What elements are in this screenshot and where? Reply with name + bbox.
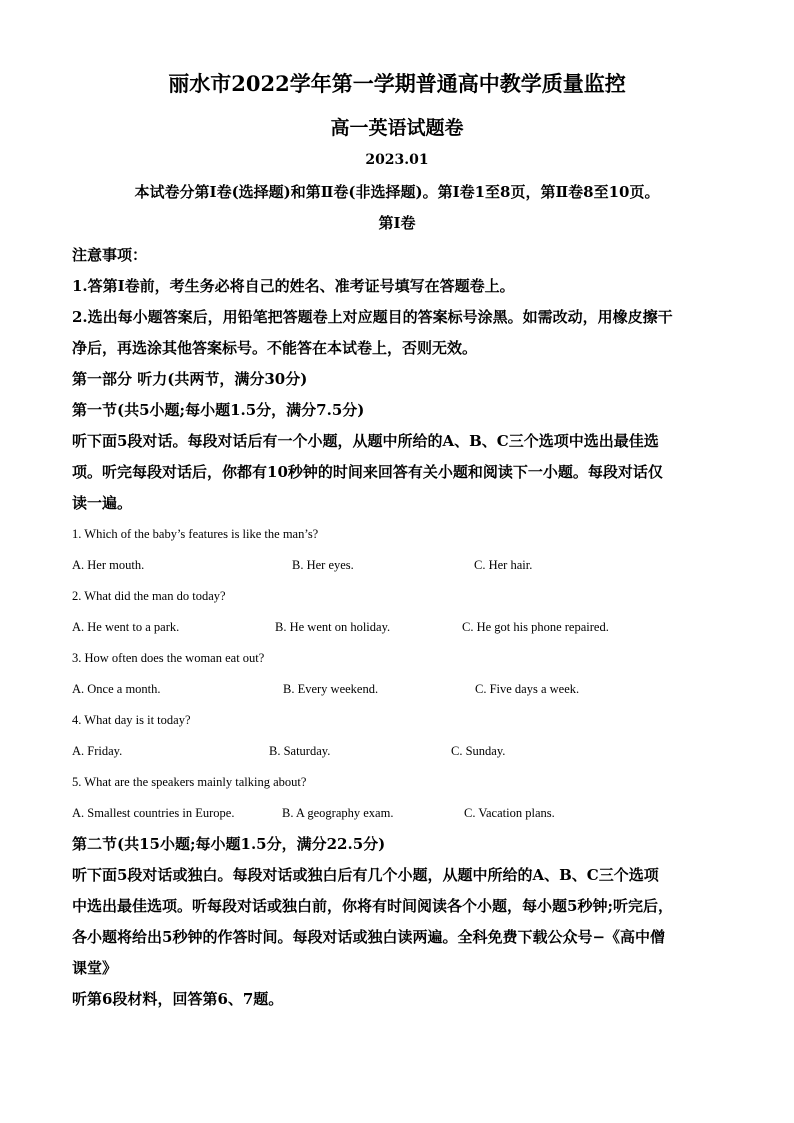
question-5: 5. What are the speakers mainly talking about? bbox=[72, 775, 307, 789]
option-c: C. Her hair. bbox=[474, 558, 533, 572]
option-a: A. He went to a park. bbox=[72, 620, 180, 634]
option-c: C. Vacation plans. bbox=[464, 806, 555, 820]
section1-title: 第一节(共5小题;每小题1.5分，满分7.5分) bbox=[72, 401, 365, 419]
question-2-options bbox=[72, 612, 722, 643]
exam-intro: 本试卷分第Ⅰ卷(选择题)和第Ⅱ卷(非选择题)。第Ⅰ卷1至8页，第Ⅱ卷8至10页。 bbox=[134, 183, 660, 201]
question-3-options bbox=[72, 674, 722, 705]
question-3: 3. How often does the woman eat out? bbox=[72, 651, 265, 665]
notes-heading: 注意事项： bbox=[72, 246, 148, 264]
section2-instruction: 课堂》 bbox=[72, 959, 118, 977]
part1-title: 第一部分 听力(共两节，满分30分) bbox=[72, 370, 308, 388]
option-b: B. He went on holiday. bbox=[275, 620, 391, 634]
option-a: A. Once a month. bbox=[72, 682, 161, 696]
exam-title: 丽水市2022学年第一学期普通高中教学质量监控 bbox=[168, 71, 626, 96]
option-a: A. Smallest countries in Europe. bbox=[72, 806, 235, 820]
exam-date: 2023.01 bbox=[365, 152, 429, 168]
question-4: 4. What day is it today? bbox=[72, 713, 191, 727]
question-1-options bbox=[72, 550, 722, 581]
question-4-options bbox=[72, 736, 722, 767]
question-2: 2. What did the man do today? bbox=[72, 589, 226, 603]
question-5-options bbox=[72, 798, 722, 829]
option-b: B. Her eyes. bbox=[292, 558, 354, 572]
option-b: B. A geography exam. bbox=[282, 806, 394, 820]
section1-instruction: 读一遍。 bbox=[72, 494, 133, 512]
section2-instruction: 中选出最佳选项。听每段对话或独白前，你将有时间阅读各个小题，每小题5秒钟;听完后， bbox=[72, 897, 673, 915]
exam-content bbox=[72, 240, 722, 1015]
section2-title: 第二节(共15小题;每小题1.5分，满分22.5分) bbox=[72, 835, 386, 853]
note-item: 2.选出每小题答案后，用铅笔把答题卷上对应题目的答案标号涂黑。如需改动，用橡皮擦干 bbox=[72, 308, 673, 326]
option-a: A. Friday. bbox=[72, 744, 123, 758]
section2-instruction: 各小题将给出5秒钟的作答时间。每段对话或独白读两遍。全科免费下载公众号−《高中僧 bbox=[72, 928, 666, 946]
option-c: C. Five days a week. bbox=[475, 682, 580, 696]
exam-subtitle: 高一英语试题卷 bbox=[330, 117, 464, 139]
option-c: C. Sunday. bbox=[451, 744, 506, 758]
note-item: 净后，再选涂其他答案标号。不能答在本试卷上，否则无效。 bbox=[72, 339, 478, 357]
section1-instruction: 听下面5段对话。每段对话后有一个小题，从题中所给的A、B、C三个选项中选出最佳选 bbox=[72, 432, 659, 450]
section2-instruction: 听下面5段对话或独白。每段对话或独白后有几个小题，从题中所给的A、B、C三个选项 bbox=[72, 866, 659, 884]
volume-label: 第Ⅰ卷 bbox=[378, 214, 416, 232]
option-b: B. Every weekend. bbox=[283, 682, 379, 696]
question-1: 1. Which of the baby’s features is like the man’s? bbox=[72, 527, 319, 541]
material-6-heading: 听第6段材料，回答第6、7题。 bbox=[72, 990, 284, 1008]
note-item: 1.答第Ⅰ卷前，考生务必将自己的姓名、准考证号填写在答题卷上。 bbox=[72, 277, 515, 295]
option-b: B. Saturday. bbox=[269, 744, 331, 758]
option-c: C. He got his phone repaired. bbox=[462, 620, 609, 634]
option-a: A. Her mouth. bbox=[72, 558, 145, 572]
section1-instruction: 项。听完每段对话后，你都有10秒钟的时间来回答有关小题和阅读下一小题。每段对话仅 bbox=[72, 463, 663, 481]
